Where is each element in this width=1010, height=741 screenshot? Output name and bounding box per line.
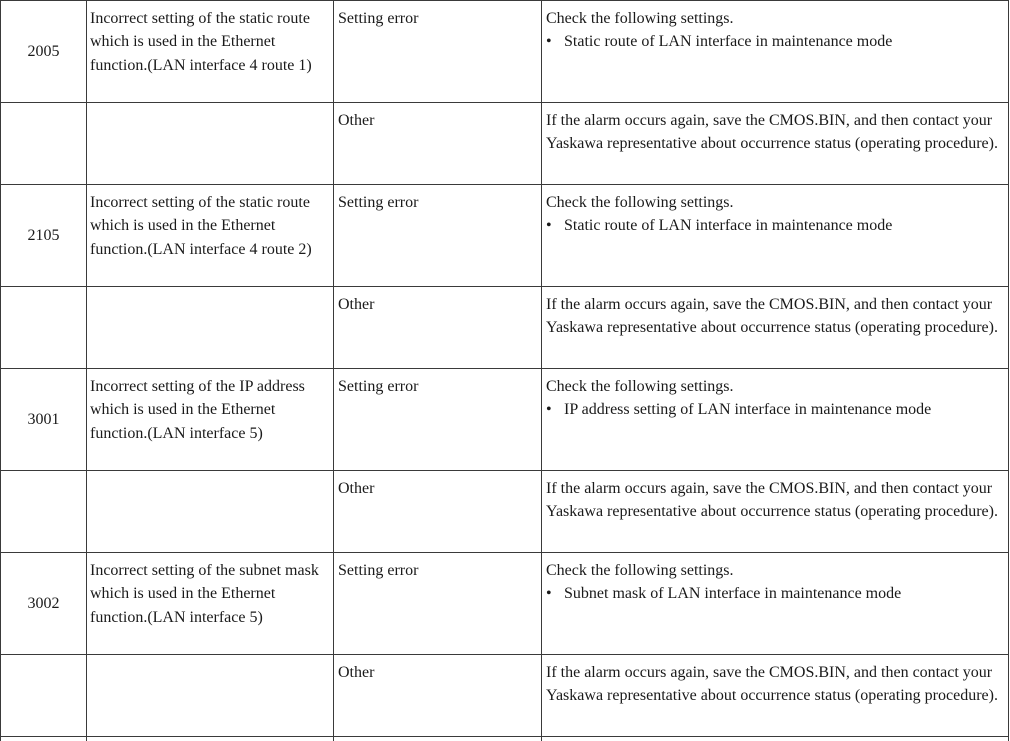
remedy-bullet-text: Subnet mask of LAN interface in maintenance mode — [564, 585, 901, 602]
remedy-bullet-text: Static route of LAN interface in maintenance mode — [564, 33, 892, 50]
empty-cell — [1, 103, 87, 185]
remedy-cell: If the alarm occurs again, save the CMOS.BIN, and then contact your Yaskawa representative about occurrence status (operating procedure). — [542, 655, 1009, 737]
cause-type: Setting error — [334, 185, 542, 287]
alarm-code: 2105 — [1, 185, 87, 287]
alarm-code: 3002 — [1, 553, 87, 655]
table-row — [1, 369, 1009, 471]
alarm-description: Incorrect setting of the subnet mask which is used in the Ethernet function.(LAN interface 5) — [87, 553, 334, 655]
cause-type: Other — [334, 103, 542, 185]
empty-cell — [334, 737, 542, 741]
remedy-cell: If the alarm occurs again, save the CMOS.BIN, and then contact your Yaskawa representative about occurrence status (operating procedure). — [542, 287, 1009, 369]
cause-type: Other — [334, 655, 542, 737]
alarm-description: Incorrect setting of the IP address which is used in the Ethernet function.(LAN interface 5) — [87, 369, 334, 471]
table-row — [1, 553, 1009, 655]
bullet-icon: • — [546, 30, 564, 53]
remedy-cell — [542, 185, 1009, 287]
empty-cell — [87, 103, 334, 185]
table-row — [1, 103, 1009, 185]
empty-cell — [87, 287, 334, 369]
empty-cell — [1, 655, 87, 737]
alarm-code: 2005 — [1, 1, 87, 103]
empty-cell — [1, 287, 87, 369]
cause-type: Other — [334, 287, 542, 369]
table-row — [1, 1, 1009, 103]
table-row-partial — [1, 737, 1009, 741]
remedy-bullet — [546, 398, 1006, 421]
remedy-bullet — [546, 582, 1006, 605]
remedy-cell — [542, 369, 1009, 471]
remedy-intro: Check the following settings. — [546, 378, 734, 395]
alarm-description: Incorrect setting of the static route which is used in the Ethernet function.(LAN interface 4 route 1) — [87, 1, 334, 103]
remedy-cell: If the alarm occurs again, save the CMOS.BIN, and then contact your Yaskawa representative about occurrence status (operating procedure). — [542, 471, 1009, 553]
table-row — [1, 185, 1009, 287]
remedy-bullet-text: Static route of LAN interface in maintenance mode — [564, 217, 892, 234]
remedy-bullet — [546, 30, 1006, 53]
remedy-cell — [542, 1, 1009, 103]
bullet-icon: • — [546, 582, 564, 605]
bullet-icon: • — [546, 398, 564, 421]
table-row — [1, 471, 1009, 553]
alarm-description: Incorrect setting of the static route which is used in the Ethernet function.(LAN interface 4 route 2) — [87, 185, 334, 287]
cause-type: Setting error — [334, 369, 542, 471]
remedy-cell — [542, 553, 1009, 655]
table-row — [1, 655, 1009, 737]
cause-type: Setting error — [334, 553, 542, 655]
remedy-bullet — [546, 214, 1006, 237]
empty-cell — [1, 737, 87, 741]
empty-cell — [87, 471, 334, 553]
remedy-bullet-text: IP address setting of LAN interface in maintenance mode — [564, 401, 931, 418]
remedy-intro: Check the following settings. — [546, 194, 734, 211]
empty-cell — [87, 655, 334, 737]
bullet-icon: • — [546, 214, 564, 237]
table-row — [1, 287, 1009, 369]
remedy-cell: If the alarm occurs again, save the CMOS.BIN, and then contact your Yaskawa representative about occurrence status (operating procedure). — [542, 103, 1009, 185]
remedy-intro: Check the following settings. — [546, 562, 734, 579]
cause-type: Setting error — [334, 1, 542, 103]
empty-cell — [87, 737, 334, 741]
empty-cell — [542, 737, 1009, 741]
remedy-intro: Check the following settings. — [546, 10, 734, 27]
empty-cell — [1, 471, 87, 553]
alarm-code: 3001 — [1, 369, 87, 471]
cause-type: Other — [334, 471, 542, 553]
